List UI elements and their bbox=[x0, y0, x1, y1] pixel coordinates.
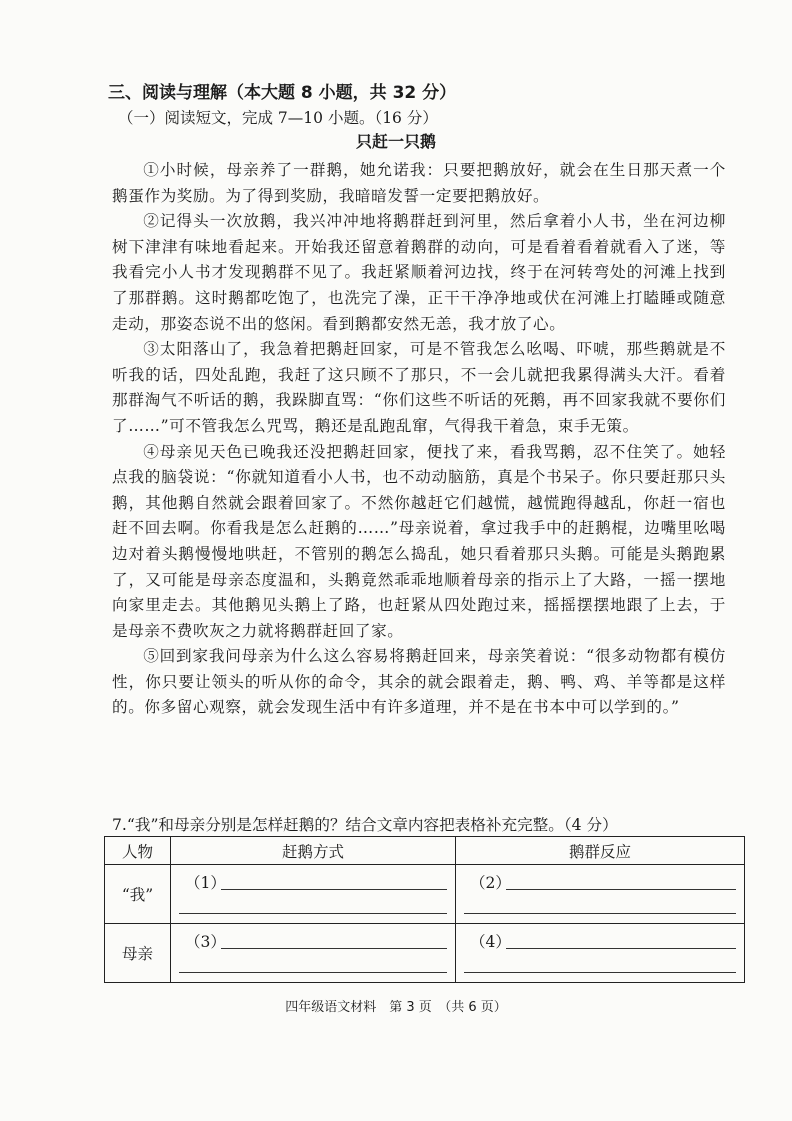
answer-blank-2[interactable] bbox=[456, 865, 745, 924]
section-title: 三、阅读与理解（本大题 8 小题，共 32 分） bbox=[108, 83, 457, 103]
subsection-instruction: （一）阅读短文，完成 7—10 小题。（16 分） bbox=[118, 109, 438, 127]
answer-blank-4[interactable] bbox=[456, 924, 745, 983]
answer-line bbox=[506, 889, 736, 890]
paragraph-4: ④母亲见天色已晚我还没把鹅赶回家，便找了来，看我骂鹅，忍不住笑了。她轻点我的脑袋说：“你就知道看小人书，也不动动脑筋，真是个书呆子。你只要赶那只头鹅，其他鹅自然就会跟着回家了。不然你越赶它们越慌，越慌跑得越乱，你赶一宿也赶不回去啊。你看我是怎么赶鹅的……”母亲说着，拿过我手中的赶鹅棍，边嘴里吆喝边对着头鹅慢慢地哄赶，不管别的鹅怎么捣乱，她只看着那只头鹅。可能是头鹅跑累了，又可能是母亲态度温和，头鹅竟然乖乖地顺着母亲的指示上了大路，一摇一摆地向家里走去。其他鹅见头鹅上了路，也赶紧从四处跑过来，摇摇摆摆地跟了上去，于是母亲不费吹灰之力就将鹅群赶回了家。 bbox=[112, 442, 726, 640]
header-reaction: 鹅群反应 bbox=[456, 837, 745, 865]
paragraph-3: ③太阳落山了，我急着把鹅赶回家，可是不管我怎么吆喝、吓唬，那些鹅就是不听我的话，四处乱跑，我赶了这只顾不了那只，不一会儿就把我累得满头大汗。看着那群淘气不听话的鹅，我跺脚直骂：“你们这些不听话的死鹅，再不回家我就不要你们了……”可不管我怎么咒骂，鹅还是乱跑乱窜，气得我干着急，束手无策。 bbox=[112, 340, 726, 435]
answer-line bbox=[221, 948, 447, 949]
answer-blank-3[interactable] bbox=[171, 924, 456, 983]
story-body bbox=[112, 158, 726, 721]
paragraph-1: ①小时候，母亲养了一群鹅，她允诺我：只要把鹅放好，就会在生日那天煮一个鹅蛋作为奖励。为了得到奖励，我暗暗发誓一定要把鹅放好。 bbox=[112, 161, 726, 205]
paragraph-2: ②记得头一次放鹅，我兴冲冲地将鹅群赶到河里，然后拿着小人书，坐在河边柳树下津津有味地看起来。开始我还留意着鹅群的动向，可是看着看着就看入了迷，等我看完小人书才发现鹅群不见了。我赶紧顺着河边找，终于在河转弯处的河滩上找到了那群鹅。这时鹅都吃饱了，也洗完了澡，正干干净净地或伏在河滩上打瞌睡或随意走动，那姿态说不出的悠闲。看到鹅都安然无恙，我才放了心。 bbox=[112, 212, 726, 333]
blank-number: （2） bbox=[470, 874, 511, 892]
blank-number: （1） bbox=[185, 874, 226, 892]
answer-blank-1[interactable] bbox=[171, 865, 456, 924]
answer-line bbox=[464, 913, 736, 914]
paragraph-5: ⑤回到家我问母亲为什么这么容易将鹅赶回来，母亲笑着说：“很多动物都有模仿性，你只要让领头的听从你的命令，其余的就会跟着走，鹅、鸭、鸡、羊等都是这样的。你多留心观察，就会发现生活中有许多道理，并不是在书本中可以学到的。” bbox=[112, 647, 726, 717]
question-7: 7.“我”和母亲分别是怎样赶鹅的？结合文章内容把表格补充完整。（4 分） bbox=[112, 816, 618, 834]
blank-number: （3） bbox=[185, 933, 226, 951]
answer-table bbox=[104, 836, 745, 983]
header-method: 赶鹅方式 bbox=[171, 837, 456, 865]
table-row bbox=[105, 924, 745, 983]
header-person: 人物 bbox=[105, 837, 171, 865]
table-row bbox=[105, 865, 745, 924]
page-footer: 四年级语文材料 第 3 页 （共 6 页） bbox=[285, 1000, 507, 1015]
answer-line bbox=[464, 972, 736, 973]
table-header-row bbox=[105, 837, 745, 865]
row-person-mother: 母亲 bbox=[105, 924, 171, 983]
answer-line bbox=[221, 889, 447, 890]
answer-line bbox=[179, 913, 447, 914]
answer-line bbox=[506, 948, 736, 949]
row-person-me: “我” bbox=[105, 865, 171, 924]
answer-line bbox=[179, 972, 447, 973]
story-title: 只赶一只鹅 bbox=[355, 132, 436, 151]
blank-number: （4） bbox=[470, 933, 511, 951]
